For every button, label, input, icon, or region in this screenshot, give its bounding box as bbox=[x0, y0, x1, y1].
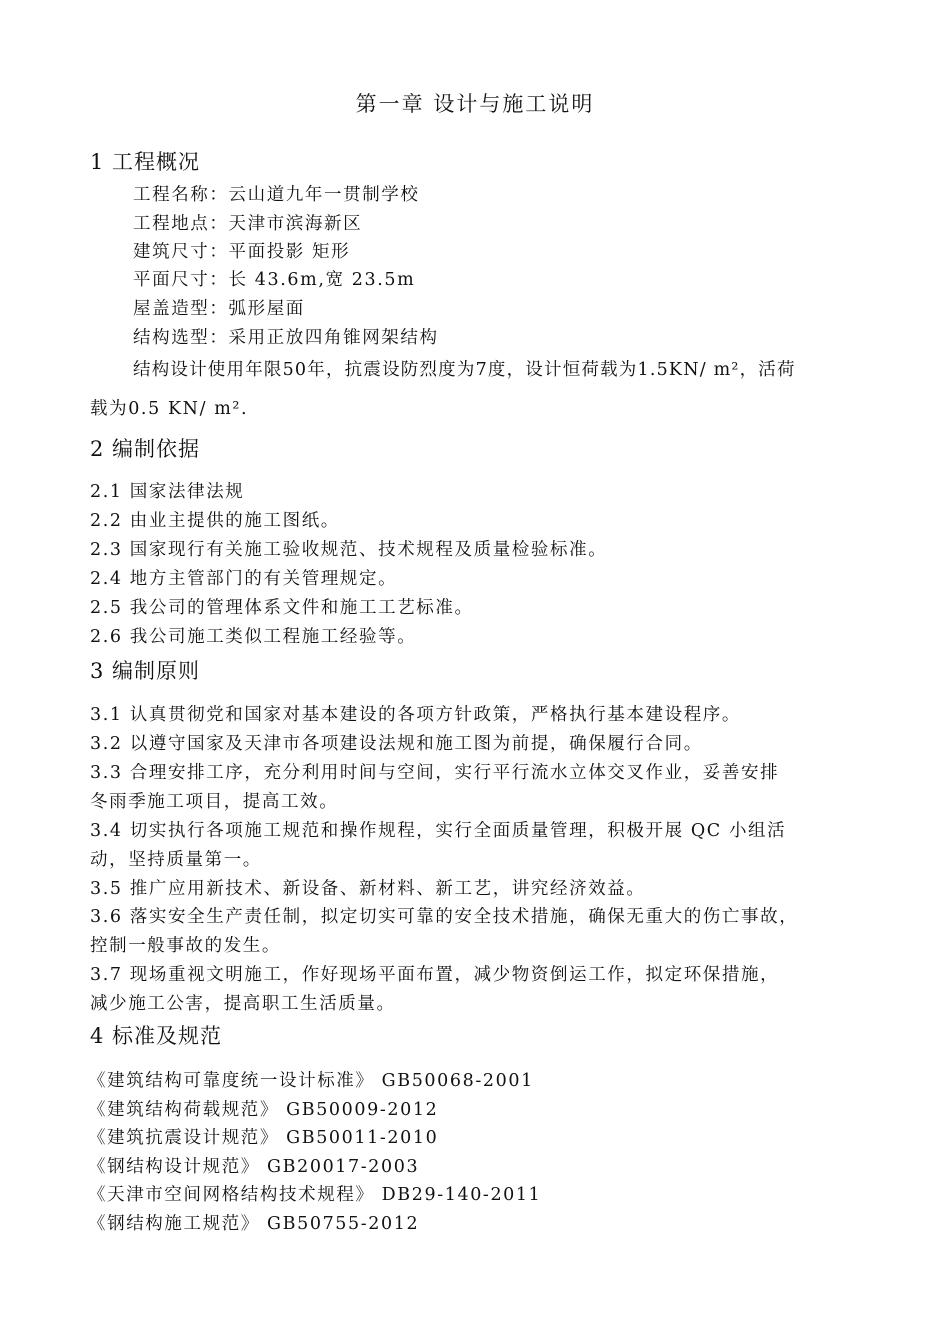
basis-item: 2.6 我公司施工类似工程施工经验等。 bbox=[90, 627, 417, 647]
section-3-heading: 3 编制原则 bbox=[90, 659, 201, 683]
roof-form: 屋盖造型：弧形屋面 bbox=[133, 299, 305, 319]
principle-line: 动，坚持质量第一。 bbox=[90, 850, 262, 870]
load-text-line-2: 载为0.5 KN/ m². bbox=[90, 399, 249, 419]
principle-line: 3.7 现场重视文明施工，作好现场平面布置，减少物资倒运工作，拟定环保措施， bbox=[90, 965, 780, 985]
basis-item: 2.3 国家现行有关施工验收规范、技术规程及质量检验标准。 bbox=[90, 540, 608, 560]
basis-item: 2.1 国家法律法规 bbox=[90, 482, 245, 502]
principle-line: 3.6 落实安全生产责任制，拟定切实可靠的安全技术措施，确保无重大的伤亡事故， bbox=[90, 907, 799, 927]
section-4-heading: 4 标准及规范 bbox=[90, 1024, 223, 1048]
principle-line: 3.2 以遵守国家及天津市各项建设法规和施工图为前提，确保履行合同。 bbox=[90, 734, 703, 754]
chapter-title: 第一章 设计与施工说明 bbox=[355, 92, 595, 116]
standard-item: 《建筑结构可靠度统一设计标准》 GB50068-2001 bbox=[88, 1071, 534, 1091]
principle-line: 控制一般事故的发生。 bbox=[90, 936, 281, 956]
project-name: 工程名称：云山道九年一贯制学校 bbox=[133, 185, 420, 205]
standard-item: 《建筑抗震设计规范》 GB50011-2010 bbox=[88, 1128, 439, 1148]
principle-line: 3.5 推广应用新技术、新设备、新材料、新工艺，讲究经济效益。 bbox=[90, 879, 646, 899]
principle-line: 冬雨季施工项目，提高工效。 bbox=[90, 792, 339, 812]
plan-size: 平面尺寸：长 43.6m,宽 23.5m bbox=[133, 270, 416, 290]
basis-item: 2.4 地方主管部门的有关管理规定。 bbox=[90, 569, 398, 589]
standard-item: 《建筑结构荷载规范》 GB50009-2012 bbox=[88, 1100, 439, 1120]
building-shape: 建筑尺寸：平面投影 矩形 bbox=[133, 242, 351, 262]
basis-item: 2.5 我公司的管理体系文件和施工工艺标准。 bbox=[90, 598, 474, 618]
principle-line: 3.3 合理安排工序，充分利用时间与空间，实行平行流水立体交叉作业，妥善安排 bbox=[90, 763, 780, 783]
principle-line: 3.4 切实执行各项施工规范和操作规程，实行全面质量管理，积极开展 QC 小组活 bbox=[90, 821, 787, 841]
basis-item: 2.2 由业主提供的施工图纸。 bbox=[90, 511, 340, 531]
section-2-heading: 2 编制依据 bbox=[90, 437, 201, 461]
project-location: 工程地点：天津市滨海新区 bbox=[133, 214, 363, 234]
principle-line: 减少施工公害，提高职工生活质量。 bbox=[90, 994, 396, 1014]
structure-type: 结构选型：采用正放四角锥网架结构 bbox=[133, 328, 439, 348]
section-1-heading: 1 工程概况 bbox=[90, 150, 201, 174]
standard-item: 《天津市空间网格结构技术规程》 DB29-140-2011 bbox=[88, 1185, 542, 1205]
standard-item: 《钢结构设计规范》 GB20017-2003 bbox=[88, 1157, 420, 1177]
standard-item: 《钢结构施工规范》 GB50755-2012 bbox=[88, 1214, 420, 1234]
load-text-line-1: 结构设计使用年限50年，抗震设防烈度为7度，设计恒荷载为1.5KN/ m²，活荷 bbox=[133, 360, 796, 380]
principle-line: 3.1 认真贯彻党和国家对基本建设的各项方针政策，严格执行基本建设程序。 bbox=[90, 705, 741, 725]
